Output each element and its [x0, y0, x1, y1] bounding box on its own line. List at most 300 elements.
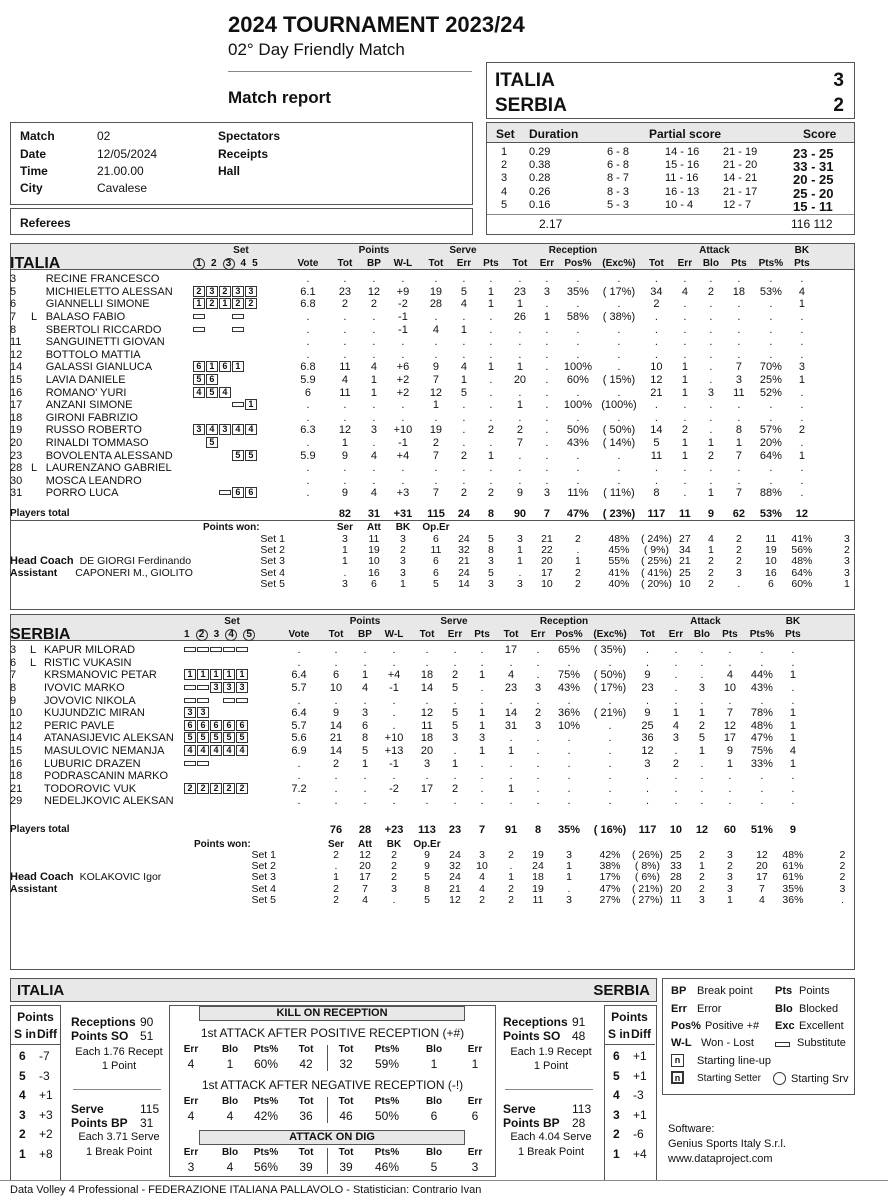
stat-rp: 60% — [566, 373, 589, 386]
set-stat-sp: 2 — [508, 893, 514, 906]
set-stat-rp: 41% — [608, 566, 630, 579]
stat-bk: . — [791, 644, 795, 657]
set-position-box: 2 — [223, 783, 235, 794]
total-ap: 60 — [723, 823, 737, 836]
stat-se: . — [462, 399, 466, 412]
stat-rp: 75% — [557, 669, 581, 682]
stat-se: 5 — [451, 707, 459, 720]
set-position-box: 1 — [245, 399, 257, 410]
rotation-number: 1 — [19, 1147, 26, 1161]
column-header-blo: Blo — [693, 628, 710, 640]
stat-ap: 4 — [726, 669, 733, 682]
set-stat-re: 1 — [566, 860, 572, 873]
stat-rt: 1 — [507, 782, 515, 795]
summary-pso-label: Points SO — [503, 1029, 561, 1043]
libero-marker — [31, 361, 46, 374]
summary-pbp-label: Points BP — [71, 1116, 128, 1130]
set-number-header: 5 — [252, 257, 258, 269]
set-stat-sp: 1 — [517, 544, 523, 557]
stat-re: . — [536, 694, 540, 707]
stat-rt: . — [518, 336, 522, 349]
set-position-box: 1 — [219, 298, 231, 309]
set-stat-op: 6 — [433, 532, 439, 545]
set-position-box: 6 — [232, 487, 244, 498]
stat-bk: 1 — [798, 373, 805, 386]
set-stat-bkk: 1 — [844, 577, 850, 590]
player-row — [10, 399, 878, 412]
stat-pt: . — [343, 462, 347, 475]
stat-rt: . — [518, 273, 522, 286]
partial-score: 16 - 13 — [665, 185, 700, 198]
stat-at: 34 — [650, 285, 663, 298]
rotation-diff: +1 — [633, 1049, 647, 1063]
set-stat-rt: 21 — [541, 532, 553, 545]
set-stat-ae: 1 — [699, 860, 705, 873]
summary-each1: Each 1.76 Recept — [75, 1046, 163, 1058]
player-name: IVOVIC MARKO — [44, 681, 125, 694]
column-header-err: Err — [668, 628, 684, 640]
summary-pso: 51 — [140, 1029, 154, 1043]
stat-bp: . — [363, 644, 367, 657]
legend-exc-key: Exc — [775, 1020, 795, 1032]
stat-se: . — [453, 770, 457, 783]
stat-pt: 9 — [341, 449, 348, 462]
set-position-box: 6 — [245, 487, 257, 498]
stat-bk: . — [791, 782, 795, 795]
set-stat-att: 10 — [368, 555, 380, 568]
set-position-box — [232, 402, 244, 407]
stat-v: 6.8 — [300, 361, 316, 374]
libero-marker — [30, 682, 44, 695]
total-bk: 9 — [789, 823, 796, 836]
stat-at: 23 — [641, 681, 654, 694]
stat-bp: . — [363, 694, 367, 707]
stat-rt: . — [518, 348, 522, 361]
set-stat-bkk: 3 — [844, 566, 850, 579]
player-name: LAURENZANO GABRIEL — [45, 462, 172, 475]
stat-app: 44% — [750, 669, 773, 682]
stat-ap: . — [737, 474, 741, 487]
rotation-diff: -7 — [39, 1049, 50, 1063]
points-won-header: Att — [358, 838, 372, 850]
header-group: BK — [785, 616, 801, 627]
stat-v: 6.4 — [291, 707, 307, 720]
set-number-header: 4 — [240, 257, 247, 269]
set-position-box: 4 — [197, 745, 209, 756]
set-number-header: 2 — [210, 257, 217, 269]
stat-rx: . — [608, 770, 612, 783]
set-position-box — [193, 314, 205, 319]
stat-sp: . — [480, 656, 484, 669]
total-v — [289, 508, 327, 521]
stat-se: . — [462, 474, 466, 487]
column-header-tot: Tot — [512, 257, 528, 269]
stat-re: . — [545, 323, 549, 336]
player-number: 7 — [10, 310, 17, 323]
kill-header: Err — [183, 1096, 199, 1107]
stat-pt: 1 — [341, 436, 348, 449]
summary-pbp: 28 — [572, 1116, 586, 1130]
stat-ab: 3 — [707, 386, 714, 399]
stat-bp: . — [372, 323, 376, 336]
stat-bk: . — [800, 487, 804, 500]
set-stat-ap: 17 — [756, 871, 768, 884]
set-position-box: 5 — [245, 450, 257, 461]
stat-v: 6 — [304, 386, 311, 399]
player-number: 28 — [10, 462, 23, 475]
stat-rx: . — [617, 298, 621, 311]
stat-sp: 1 — [478, 719, 486, 732]
player-row — [10, 273, 878, 286]
set-stat-ae: 2 — [707, 577, 714, 590]
total-sp: 7 — [478, 823, 486, 836]
set-score: 33 - 31 — [793, 159, 834, 175]
player-name: SANGUINETTI GIOVAN — [45, 336, 165, 349]
set-stat-op: 6 — [433, 555, 439, 568]
player-name: JOVOVIC NIKOLA — [44, 694, 136, 707]
stat-app: . — [769, 462, 773, 475]
stat-rx: . — [617, 474, 621, 487]
stat-at: 12 — [650, 373, 663, 386]
total-re: 8 — [534, 823, 542, 836]
column-header-pts: Pts — [722, 628, 738, 640]
set-position-box: 4 — [245, 424, 257, 435]
summary-each2b: 1 Break Point — [517, 1146, 585, 1158]
set-stat-se: 4 — [479, 871, 485, 884]
set-stat-op: 8 — [424, 882, 430, 895]
stat-se: . — [462, 436, 466, 449]
stat-st: 28 — [429, 298, 443, 311]
stat-ab: . — [700, 644, 704, 657]
sin-label: S in — [608, 1027, 631, 1041]
stat-sp: 2 — [487, 424, 494, 437]
stat-app: 25% — [759, 373, 782, 386]
partial-score: 12 - 7 — [723, 198, 752, 211]
set-position-box: 4 — [184, 745, 196, 756]
stat-ae: 1 — [681, 373, 688, 386]
set-stat-ab: 3 — [727, 871, 733, 884]
total-ap: 62 — [732, 507, 745, 520]
points-rotation-label: Points — [611, 1010, 648, 1024]
set-stat-st: 32 — [449, 860, 461, 873]
set-stat-ab: 2 — [735, 544, 742, 557]
set-stat-ser: 1 — [342, 544, 348, 557]
kill-header: Err — [183, 1147, 199, 1158]
total-rx: ( 23%) — [602, 507, 636, 520]
summary-serve: 113 — [572, 1102, 592, 1116]
stat-se: . — [462, 462, 466, 475]
stat-pt: . — [343, 310, 347, 323]
stat-sp: . — [489, 310, 493, 323]
kill-value-neg: 46 — [339, 1109, 353, 1123]
stat-ab: . — [709, 411, 713, 424]
set-stat-at: 25 — [679, 566, 691, 579]
legend-lineup-text: Starting line-up — [697, 1055, 771, 1067]
set-position-box: 4 — [206, 424, 218, 435]
set-stat-ser: 2 — [333, 848, 339, 861]
set-position-box — [210, 647, 222, 652]
stat-app: . — [760, 770, 764, 783]
stat-at: . — [654, 273, 658, 286]
stat-at: 14 — [650, 424, 663, 437]
stat-ab: 5 — [698, 732, 705, 745]
libero-marker — [31, 349, 46, 362]
stat-v: 6.1 — [300, 285, 316, 298]
stat-wl: . — [392, 644, 396, 657]
set-position-box: 2 — [219, 286, 231, 297]
set-numbers — [193, 258, 289, 271]
stat-st: . — [425, 656, 429, 669]
column-header-tot: Tot — [428, 257, 444, 269]
set-position-box — [223, 647, 235, 652]
stat-rx: ( 15%) — [602, 373, 636, 386]
legend-blo-key: Blo — [775, 1003, 793, 1015]
stat-bp: 2 — [370, 298, 377, 311]
kill-value-dig: 3 — [471, 1160, 479, 1174]
stat-sp: 1 — [487, 298, 494, 311]
stat-v: . — [306, 474, 310, 487]
stat-wl: +10 — [393, 424, 413, 437]
stat-ae: . — [674, 681, 678, 694]
stat-v: . — [306, 310, 310, 323]
column-header-pos: Pos% — [555, 628, 583, 640]
set-position-box: 5 — [206, 437, 218, 448]
stat-re: 2 — [534, 707, 542, 720]
player-name: KRSMANOVIC PETAR — [44, 669, 157, 682]
stat-re: . — [536, 757, 540, 770]
set-stat-ab: 1 — [727, 893, 733, 906]
stat-rx: (100%) — [601, 399, 637, 412]
software-company: Genius Sports Italy S.r.l. — [668, 1138, 786, 1150]
stat-bp: 6 — [361, 719, 369, 732]
stat-st: 7 — [432, 487, 439, 500]
rotation-diff: -6 — [633, 1127, 644, 1142]
set-number-header: 1 — [184, 628, 190, 640]
stat-app: 64% — [759, 449, 782, 462]
stat-rt: 23 — [504, 681, 518, 694]
stat-st: 9 — [432, 361, 439, 374]
header-group: Set — [224, 616, 240, 627]
stat-rp: 11% — [567, 487, 589, 500]
set-position-box: 4 — [223, 745, 235, 756]
player-sets — [193, 336, 289, 349]
stat-st: 7 — [432, 373, 439, 386]
stat-re: . — [545, 436, 549, 449]
set-position-box: 2 — [245, 298, 257, 309]
set-stat-re: 1 — [566, 871, 572, 884]
set-position-box: 1 — [210, 669, 222, 680]
partial-score: 10 - 4 — [665, 198, 694, 211]
total-duration: 2.17 — [539, 217, 563, 231]
set-stat-rp: 38% — [599, 860, 621, 873]
rotation-number: 3 — [19, 1107, 26, 1122]
stat-bk: 1 — [789, 732, 796, 745]
kill-value-pos: 42 — [299, 1057, 313, 1071]
total-bk: 12 — [795, 507, 808, 520]
software-url[interactable]: www.dataproject.com — [668, 1153, 773, 1165]
stat-bp: . — [372, 310, 376, 323]
stat-ap: 1 — [726, 757, 733, 770]
stat-rt: 17 — [504, 644, 518, 657]
stat-re: . — [545, 336, 549, 349]
set-score: 20 - 25 — [793, 172, 834, 188]
stat-at: 21 — [650, 386, 663, 399]
stat-wl: +10 — [384, 732, 404, 745]
set-position-box: 6 — [193, 361, 205, 372]
set-duration: 0.29 — [529, 146, 551, 158]
stat-wl: . — [392, 694, 396, 707]
total-pt: 76 — [329, 823, 343, 836]
stat-re: . — [545, 449, 549, 462]
stat-bk: 3 — [798, 361, 805, 374]
stat-pt: 23 — [338, 285, 352, 298]
set-stat-se: 10 — [476, 860, 488, 873]
player-sets — [193, 374, 289, 387]
stat-app: . — [760, 694, 764, 707]
set-position-box: 2 — [197, 783, 209, 794]
set-position-box: 3 — [193, 424, 205, 435]
set-stat-bk: 2 — [391, 860, 397, 873]
kill-header: Pts% — [253, 1096, 279, 1107]
stat-app: 33% — [750, 757, 773, 770]
stat-at: . — [645, 656, 649, 669]
stat-pt: 14 — [329, 719, 343, 732]
stat-rt: 7 — [516, 436, 523, 449]
stat-pt: 21 — [329, 732, 343, 745]
header-group: Points — [358, 245, 390, 256]
stat-ab: . — [709, 424, 713, 437]
stat-v: 6.4 — [291, 669, 307, 682]
stat-bp: . — [372, 462, 376, 475]
libero-marker — [31, 450, 46, 463]
stat-at: . — [654, 474, 658, 487]
set-stat-rx: ( 25%) — [640, 555, 672, 568]
stat-pt: . — [343, 336, 347, 349]
stat-rp: . — [576, 386, 580, 399]
set-stat-st: 21 — [449, 882, 461, 895]
player-number: 9 — [10, 694, 17, 707]
total-rx: ( 16%) — [593, 823, 627, 836]
substitute-symbol — [775, 1042, 790, 1047]
stat-ab: . — [700, 669, 704, 682]
stat-ab: . — [709, 323, 713, 336]
stat-rx: ( 50%) — [593, 669, 627, 682]
player-row — [10, 387, 878, 400]
kill-value-neg: 36 — [299, 1109, 313, 1123]
stat-ab: . — [700, 795, 704, 808]
set-number-header: 2 — [196, 629, 208, 641]
stat-ap: 3 — [735, 373, 742, 386]
set-position-box: 1 — [236, 669, 248, 680]
stat-wl: . — [401, 348, 405, 361]
set-breakdown-row — [10, 568, 878, 579]
player-row — [10, 695, 878, 708]
stat-app: . — [769, 399, 773, 412]
stat-ap: . — [728, 694, 732, 707]
set-stat-app: 41% — [791, 532, 813, 545]
stat-rp: . — [576, 462, 580, 475]
starting-serve-symbol — [773, 1072, 786, 1085]
stat-sp: . — [489, 411, 493, 424]
set-stat-ap: 7 — [759, 882, 765, 895]
kill-header: Err — [467, 1044, 483, 1055]
stat-re: 3 — [534, 681, 542, 694]
set-stat-ser: 1 — [342, 555, 348, 568]
set-number: 3 — [501, 172, 508, 185]
total-app: 53% — [759, 507, 782, 520]
total-ab: 9 — [707, 507, 714, 520]
kill-value-neg: 4 — [226, 1109, 234, 1123]
stat-rp: . — [576, 474, 580, 487]
stat-bk: . — [791, 656, 795, 669]
stat-ap: 10 — [723, 681, 737, 694]
set-stat-att: 7 — [362, 882, 368, 895]
stat-at: 11 — [650, 449, 663, 462]
stat-rp: . — [576, 273, 580, 286]
header-group: Serve — [440, 616, 468, 627]
total-at: 117 — [638, 823, 657, 836]
player-number: 5 — [10, 285, 17, 298]
stat-wl: -1 — [398, 310, 408, 323]
libero-marker: L — [30, 644, 37, 657]
summary-serve-label: Serve — [503, 1102, 536, 1116]
set-stat-att: 17 — [359, 871, 371, 884]
stat-bk: . — [800, 323, 804, 336]
stat-at: 9 — [644, 669, 651, 682]
player-row — [10, 349, 878, 362]
player-number: 19 — [10, 424, 23, 437]
player-number: 18 — [10, 411, 23, 424]
kill-header: Err — [183, 1044, 199, 1055]
set-stat-att: 19 — [368, 544, 380, 557]
stat-sp: . — [480, 694, 484, 707]
stat-ab: . — [700, 757, 704, 770]
set-stat-rx: ( 24%) — [640, 532, 672, 545]
stat-ab: 2 — [707, 285, 714, 298]
stat-ae: 4 — [672, 719, 679, 732]
stat-rt: 1 — [516, 399, 523, 412]
stat-wl: -2 — [389, 782, 399, 795]
set-stat-at: 10 — [679, 577, 691, 590]
page-footer: Data Volley 4 Professional - FEDERAZIONE ITALIANA PALLAVOLO - Statistician: Contrario Ivan — [10, 1184, 482, 1196]
serbia-stats-table — [10, 616, 878, 906]
stat-wl: +13 — [384, 744, 404, 757]
stat-se: . — [462, 411, 466, 424]
stat-rx: . — [608, 656, 612, 669]
stat-rx: ( 50%) — [602, 424, 636, 437]
set-stat-ae: 4 — [707, 532, 714, 545]
player-name: PERIC PAVLE — [44, 719, 115, 732]
stat-rp: . — [567, 782, 571, 795]
kill-value-pos: 60% — [253, 1057, 279, 1071]
receipts-label: Receipts — [218, 147, 269, 161]
set-stat-app: 48% — [782, 848, 804, 861]
legend-bp-text: Break point — [697, 985, 753, 997]
set-position-box: 3 — [184, 707, 196, 718]
player-sets — [184, 695, 280, 708]
stat-v: . — [306, 323, 310, 336]
stat-ae: 1 — [681, 361, 688, 374]
stat-wl: -1 — [398, 323, 408, 336]
stat-ae: 2 — [672, 757, 679, 770]
stat-ap: . — [728, 795, 732, 808]
stat-wl: . — [392, 719, 396, 732]
column-header-pts: Pts — [785, 628, 801, 640]
total-ab: 12 — [695, 823, 709, 836]
stat-pt: . — [334, 795, 338, 808]
summary-serve-label: Serve — [71, 1102, 104, 1116]
stat-rx: . — [608, 719, 612, 732]
